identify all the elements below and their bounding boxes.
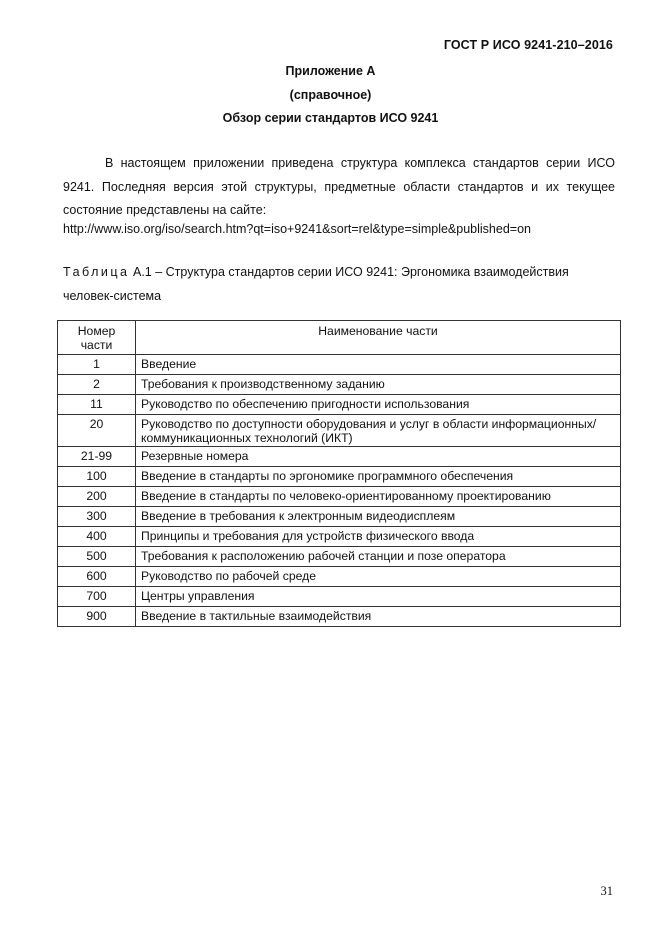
part-name-cell: Введение в стандарты по человеко-ориентированному проектированию — [136, 487, 621, 507]
table-row — [58, 415, 621, 447]
part-name-cell: Требования к производственному заданию — [136, 375, 621, 395]
table-row — [58, 447, 621, 467]
part-number-cell: 21-99 — [58, 447, 136, 467]
part-name-cell: Резервные номера — [136, 447, 621, 467]
parts-table — [57, 320, 621, 627]
part-name-cell: Требования к расположению рабочей станции и позе оператора — [136, 547, 621, 567]
table-row — [58, 487, 621, 507]
col-header-part-number — [58, 321, 136, 355]
reference-url: http://www.iso.org/iso/search.htm?qt=iso+9241&sort=rel&type=simple&published=on — [63, 222, 531, 236]
annex-kind: (справочное) — [289, 88, 372, 102]
part-number-cell: 200 — [58, 487, 136, 507]
table-caption — [63, 260, 615, 308]
annex-subject: Обзор серии стандартов ИСО 9241 — [222, 111, 439, 125]
table-row — [58, 527, 621, 547]
table-header-row — [58, 321, 621, 355]
document-code: ГОСТ Р ИСО 9241-210–2016 — [443, 38, 613, 52]
part-name-cell: Принципы и требования для устройств физического ввода — [136, 527, 621, 547]
col-header-part-number-line2: части — [80, 338, 113, 352]
table-row — [58, 547, 621, 567]
table-row — [58, 355, 621, 375]
table-row — [58, 567, 621, 587]
part-number-cell: 500 — [58, 547, 136, 567]
col-header-part-number-line1: Номер — [77, 324, 116, 338]
table-row — [58, 607, 621, 627]
part-name-cell: Введение в требования к электронным видеодисплеям — [136, 507, 621, 527]
table-row — [58, 467, 621, 487]
part-number-cell: 11 — [58, 395, 136, 415]
part-number-cell: 900 — [58, 607, 136, 627]
part-name-cell: Центры управления — [136, 587, 621, 607]
part-name-cell: Введение в тактильные взаимодействия — [136, 607, 621, 627]
part-number-cell: 700 — [58, 587, 136, 607]
annex-title: Приложение А — [285, 64, 376, 78]
part-number-cell: 20 — [58, 415, 136, 447]
intro-paragraph: В настоящем приложении приведена структура комплекса стандартов серии ИСО 9241. Последняя версия этой структуры, предметные области стандартов и их текущее состояние представлены на сайте: — [63, 156, 615, 217]
part-number-cell: 100 — [58, 467, 136, 487]
table-row — [58, 507, 621, 527]
part-number-cell: 300 — [58, 507, 136, 527]
col-header-part-name: Наименование части — [136, 321, 621, 355]
part-name-cell: Руководство по доступности оборудования и услуг в области информационных/коммуникационных технологий (ИКТ) — [136, 415, 621, 447]
part-name-cell: Руководство по рабочей среде — [136, 567, 621, 587]
table-row — [58, 587, 621, 607]
part-number-cell: 600 — [58, 567, 136, 587]
part-number-cell: 2 — [58, 375, 136, 395]
table-row — [58, 375, 621, 395]
part-name-cell: Введение — [136, 355, 621, 375]
part-number-cell: 1 — [58, 355, 136, 375]
part-number-cell: 400 — [58, 527, 136, 547]
table-caption-text: А.1 – Структура стандартов серии ИСО 9241: Эргономика взаимодействия человек-система — [63, 265, 569, 303]
page-number: 31 — [600, 884, 613, 898]
table-caption-label: Таблица — [63, 265, 130, 279]
part-name-cell: Руководство по обеспечению пригодности использования — [136, 395, 621, 415]
table-row — [58, 395, 621, 415]
part-name-cell: Введение в стандарты по эргономике программного обеспечения — [136, 467, 621, 487]
